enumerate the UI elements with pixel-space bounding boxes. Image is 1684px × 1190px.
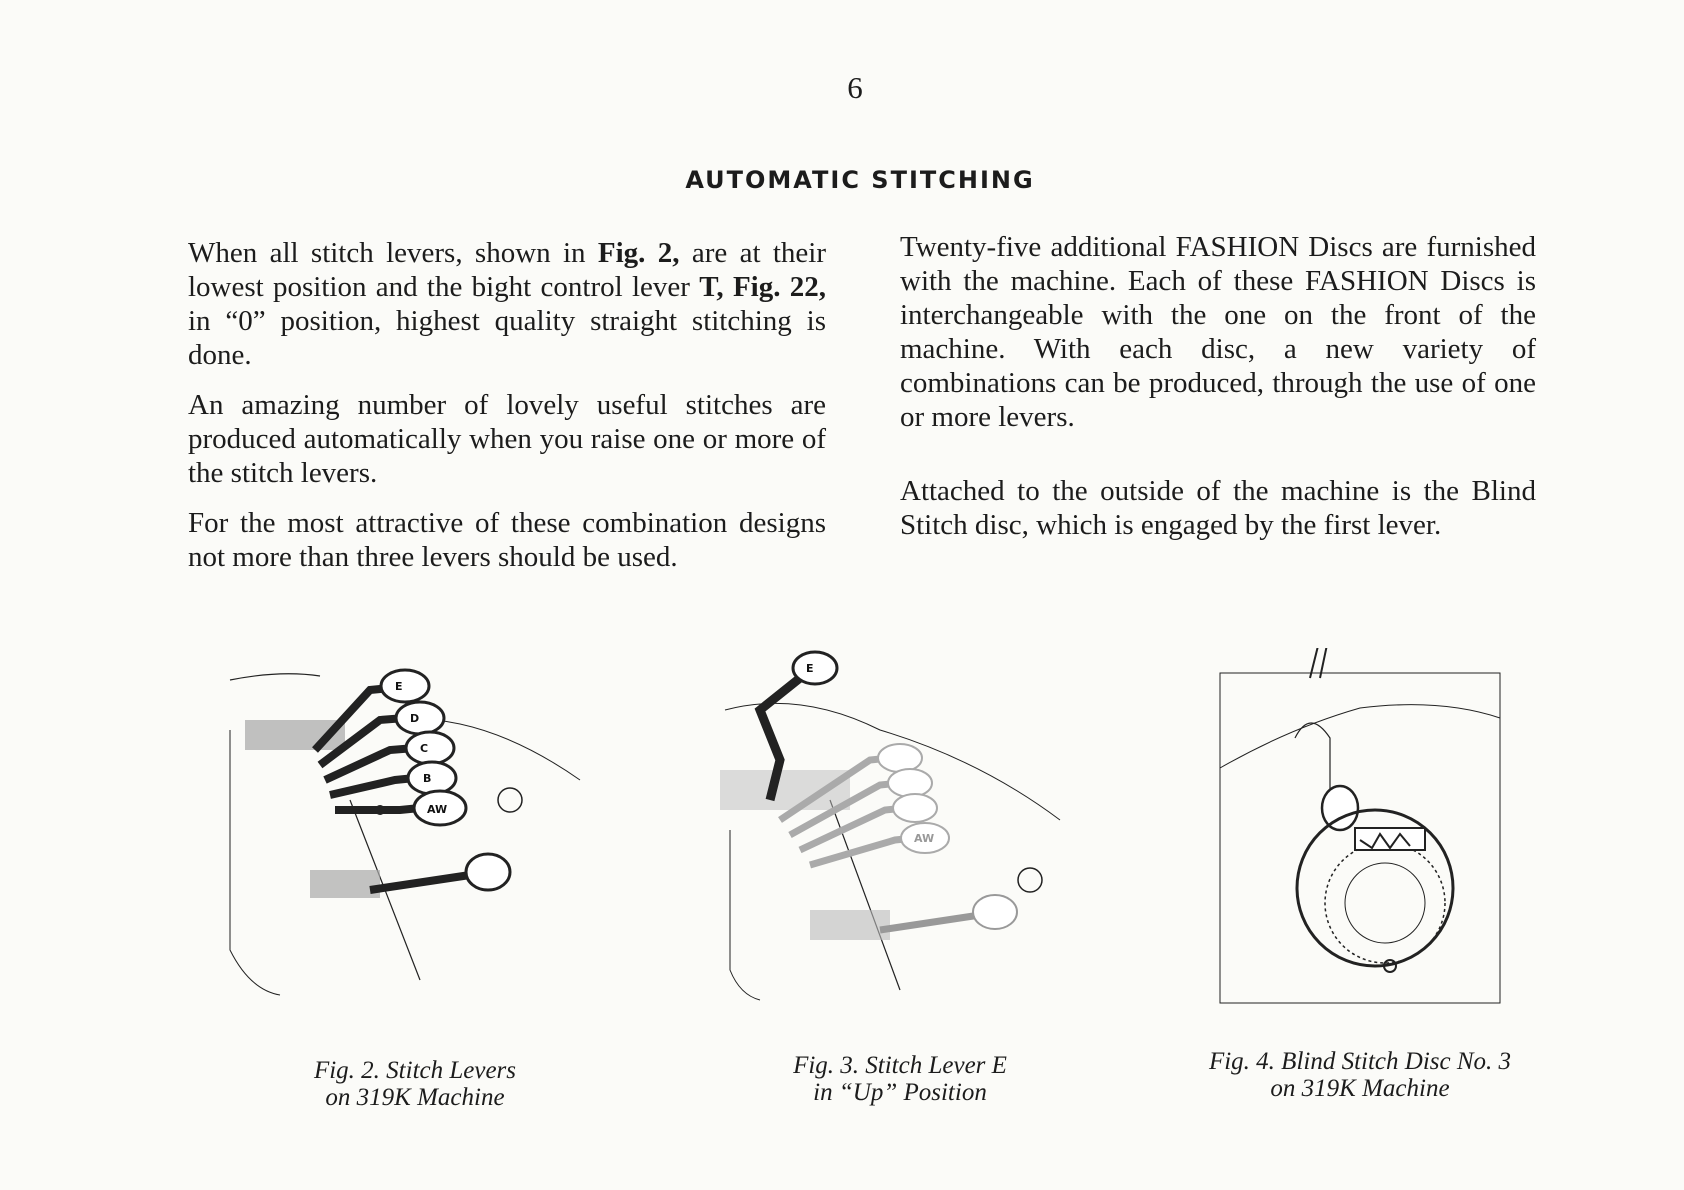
fig-22-reference: T, Fig. 22, <box>699 271 827 303</box>
left-column <box>188 236 826 590</box>
right-column <box>900 230 1536 558</box>
stitch-lever-e-up-illustration <box>720 650 1080 1010</box>
figure-3-stitch-lever-e <box>720 650 1080 1010</box>
left-paragraph-3: For the most attractive of these combination designs not more than three levers should be used. <box>188 507 826 573</box>
fig-2-reference: Fig. 2, <box>597 237 680 269</box>
page-number: 6 <box>847 70 863 105</box>
lever-label-e: E <box>395 680 403 693</box>
left-paragraph-2: An amazing number of lovely useful stitches are produced automatically when you raise one or more of the stitch levers. <box>188 389 826 489</box>
figure-2-caption: Fig. 2. Stitch Levers on 319K Machine <box>313 1057 517 1111</box>
blind-stitch-disc-illustration <box>1210 648 1510 1008</box>
section-heading: AUTOMATIC STITCHING <box>685 166 1035 194</box>
left-paragraph-1: When all stitch levers, shown in Fig. 2, are at their lowest position and the bight control lever T, Fig. 22, in “0” position, highest quality straight stitching is done. <box>188 237 827 371</box>
figure-4-blind-stitch-disc <box>1210 648 1510 1008</box>
lever-label-e: E <box>806 662 814 675</box>
figure-3-caption: Fig. 3. Stitch Lever E in “Up” Position <box>793 1052 1007 1106</box>
figure-2-stitch-levers <box>220 650 590 1000</box>
stitch-levers-illustration <box>220 650 590 1000</box>
right-paragraph-1: Twenty-five additional FASHION Discs are furnished with the machine. Each of these FASHION Discs is interchangeable with the one on the front of the machine. With each disc, a new variety of combinations can be produced, through the use of one or more levers. <box>900 231 1536 433</box>
figure-4-caption: Fig. 4. Blind Stitch Disc No. 3 on 319K Machine <box>1208 1048 1512 1102</box>
lever-label-c: C <box>420 742 429 755</box>
lever-label-aw: AW <box>914 832 935 845</box>
lever-label-d: D <box>410 712 420 725</box>
right-paragraph-2: Attached to the outside of the machine is the Blind Stitch disc, which is engaged by the first lever. <box>900 475 1536 541</box>
lever-label-b: B <box>423 772 432 785</box>
lever-label-aw: AW <box>427 803 448 816</box>
